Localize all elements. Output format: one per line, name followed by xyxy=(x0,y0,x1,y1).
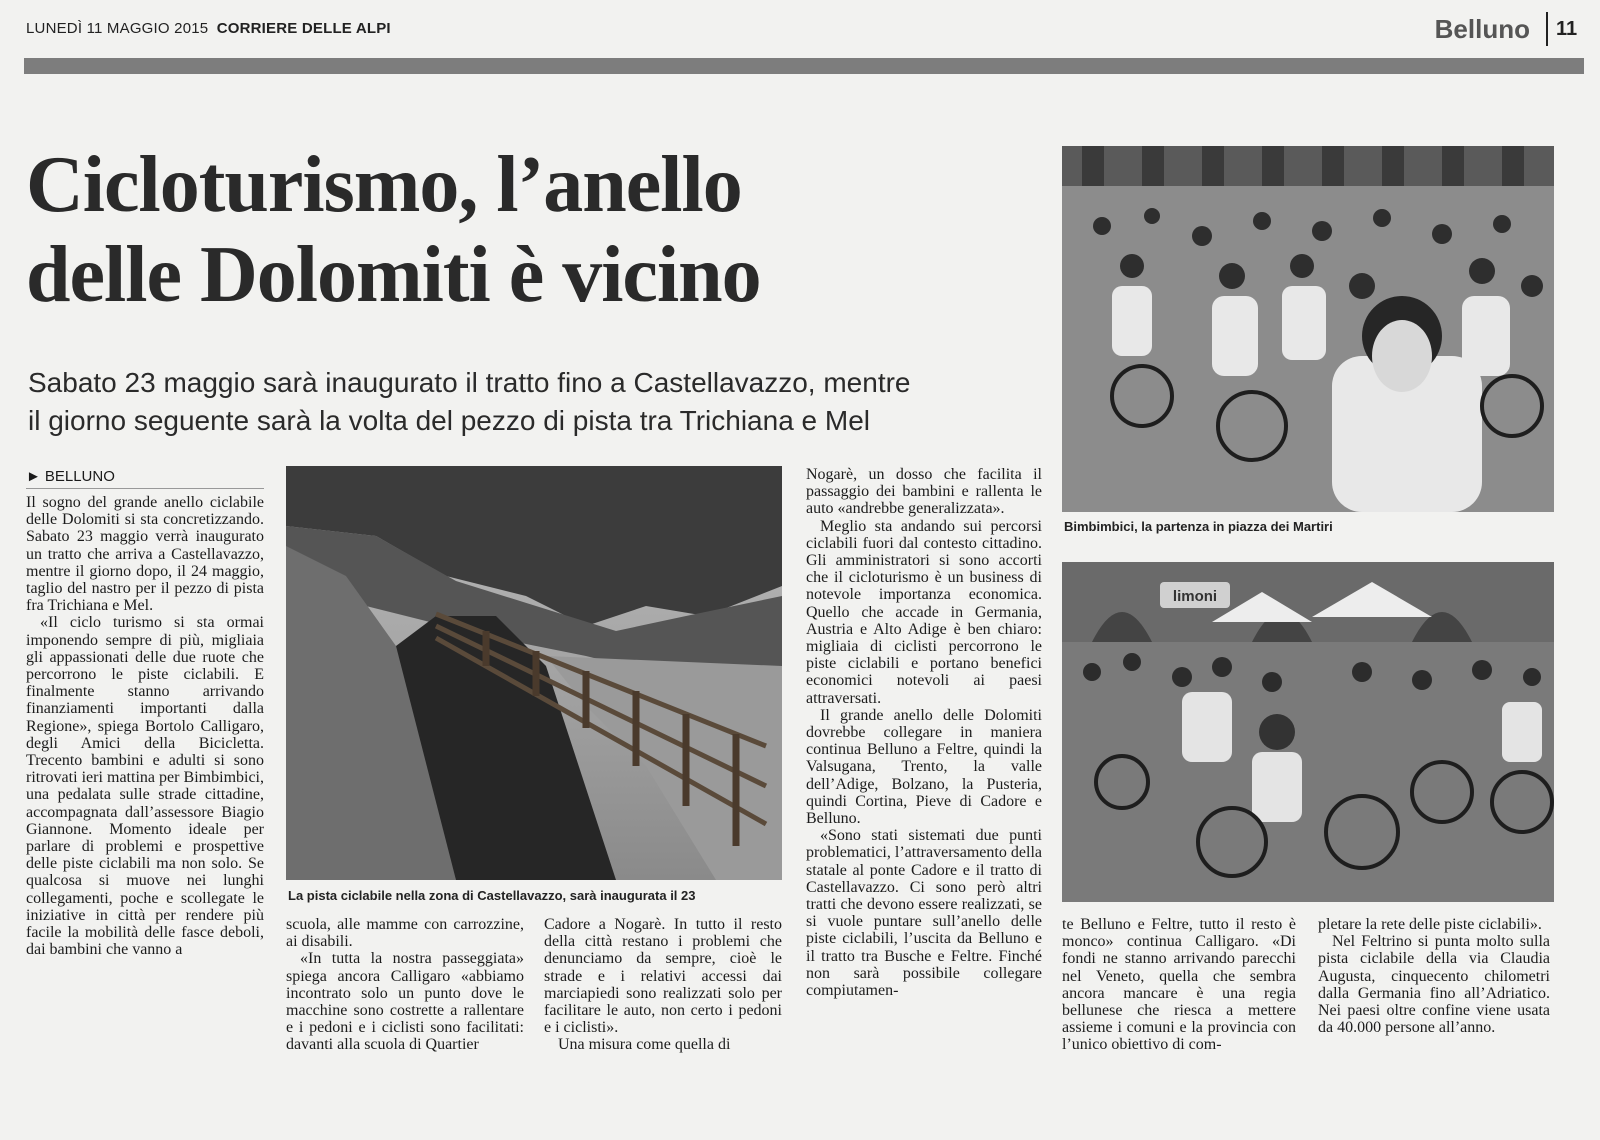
paragraph: Una misura come quella di xyxy=(558,1036,731,1054)
article-column-3 xyxy=(544,916,782,1054)
bike-path-photo xyxy=(286,466,782,880)
page-number: 11 xyxy=(1556,18,1578,40)
headline-line: Cicloturismo, l’anello xyxy=(26,141,742,229)
paragraph: «In tutta la nostra passeggiata» spiega ancora Calligaro «abbiamo incontrato solo un punto dove le macchine sono costrette a rallentare e i pedoni e i ciclisti sono facilitati: davanti alla scuola di Quartier xyxy=(286,950,524,1054)
section-name: Belluno xyxy=(1434,14,1530,44)
article-column-6 xyxy=(1318,916,1550,1036)
masthead-line xyxy=(26,20,391,37)
paragraph: te Belluno e Feltre, tutto il resto è monco» continua Calligaro. «Di fondi ne stanno arrivando parecchi nel Veneto, quella che sembra ancora mancare è una regia bellunese che riesca a mettere assieme i comuni e la provincia con l’unico obiettivo di com- xyxy=(1062,916,1296,1054)
article-column-2 xyxy=(286,916,524,1054)
children-bikes-illustration xyxy=(1062,562,1554,902)
article-column-4 xyxy=(806,466,1042,999)
header-rule xyxy=(24,58,1584,74)
page-divider xyxy=(1546,12,1548,46)
paragraph: pletare la rete delle piste ciclabili». xyxy=(1318,916,1542,933)
newspaper-name: CORRIERE DELLE ALPI xyxy=(216,20,391,37)
paragraph: Il sogno del grande anello ciclabile delle Dolomiti si sta concretizzando. Sabato 23 maggio verrà inaugurato un tratto che arriva a Castellavazzo, mentre il giorno dopo, il 24 maggio, taglio del nastro per il pezzo di pista fra Trichiana e Mel. xyxy=(26,494,264,615)
bullet-icon: ► xyxy=(26,468,41,485)
paragraph: «Sono stati sistemati due punti problematici, l’attraversamento della statale al ponte Cadore e il tratto di Castellavazzo. Ci sono però altri tratti che devono essere realizzati, se si vuole puntare sull’anello delle piste ciclabili, l’uscita da Belluno e il tratto tra Busche e Feltre. Finché non sarà possibile collegare compiutamen- xyxy=(806,827,1042,1000)
issue-date: LUNEDÌ 11 MAGGIO 2015 xyxy=(26,20,209,37)
shop-sign-text: limoni xyxy=(1172,588,1218,605)
subheadline-line: il giorno seguente sarà la volta del pezzo di pista tra Trichiana e Mel xyxy=(28,405,871,436)
paragraph: Cadore a Nogarè. In tutto il resto della città restano i problemi che denunciamo da sempre, cioè le strade e i relativi accessi dai marciapiedi sono realizzati solo per facilitare le auto, non certo i pedoni e i ciclisti». xyxy=(544,916,782,1037)
dateline-text: BELLUNO xyxy=(44,468,115,485)
square-start-caption: Bimbimbici, la partenza in piazza dei Martiri xyxy=(1064,519,1333,534)
children-cyclists-photo xyxy=(1062,562,1554,902)
paragraph: scuola, alle mamme con carrozzine, ai disabili. xyxy=(286,916,524,951)
article-column-1 xyxy=(26,494,264,958)
headline xyxy=(26,140,1046,320)
cyclists-crowd-illustration xyxy=(1062,146,1554,512)
subheadline-line: Sabato 23 maggio sarà inaugurato il tratto fino a Castellavazzo, mentre xyxy=(28,367,911,398)
paragraph: Meglio sta andando sui percorsi ciclabili fuori dal contesto cittadino. Gli amministratori si sono accorti che il cicloturismo è un business di notevole importanza economica. Quello che accade in Germania, Austria e Alto Adige è ben chiaro: migliaia di ciclisti percorrono le piste ciclabili e portano benefici economici notevoli ai paesi attraversati. xyxy=(806,517,1042,707)
article-column-5 xyxy=(1062,916,1296,1054)
paragraph: Il grande anello delle Dolomiti dovrebbe collegare in maniera continua Belluno a Feltre, quindi la Valsugana, Trento, la valle dell’Adige, Bolzano, la Pusteria, quindi Cortina, Pieve di Cadore e Belluno. xyxy=(806,706,1042,828)
paragraph: Nel Feltrino si punta molto sulla pista ciclabile della via Claudia Augusta, cinquecento chilometri dalla Germania fino all’Adriatico. Nei paesi oltre confine viene usata da 40.000 persone all’anno. xyxy=(1318,933,1550,1037)
bike-path-illustration xyxy=(286,466,782,880)
headline-line: delle Dolomiti è vicino xyxy=(26,231,761,319)
subheadline xyxy=(28,364,1048,440)
square-start-photo xyxy=(1062,146,1554,512)
paragraph: «Il ciclo turismo si sta ormai imponendo sempre di più, migliaia gli appassionati delle due ruote che percorrono le piste ciclabili. E finalmente stanno arrivando finanziamenti importanti dalla Regione», spiega Bortolo Calligaro, degli Amici della Bicicletta. Trecento bambini e adulti si sono ritrovati ieri mattina per Bimbimbici, una pedalata sulle strade cittadine, accompagnata dall’assessore Biagio Giannone. Momento ideale per parlare di problemi e prospettive delle piste ciclabili ma non solo. Se qualcosa si muove nei lunghi collegamenti, poche e scollegate le iniziative in città per rendere più facile la mobilità delle fasce deboli, dai bambini che vanno a xyxy=(26,614,264,959)
bike-path-caption: La pista ciclabile nella zona di Castellavazzo, sarà inaugurata il 23 xyxy=(288,888,696,903)
paragraph: Nogarè, un dosso che facilita il passaggio dei bambini e rallenta le auto «andrebbe generalizzata». xyxy=(806,466,1042,518)
dateline xyxy=(26,468,264,489)
